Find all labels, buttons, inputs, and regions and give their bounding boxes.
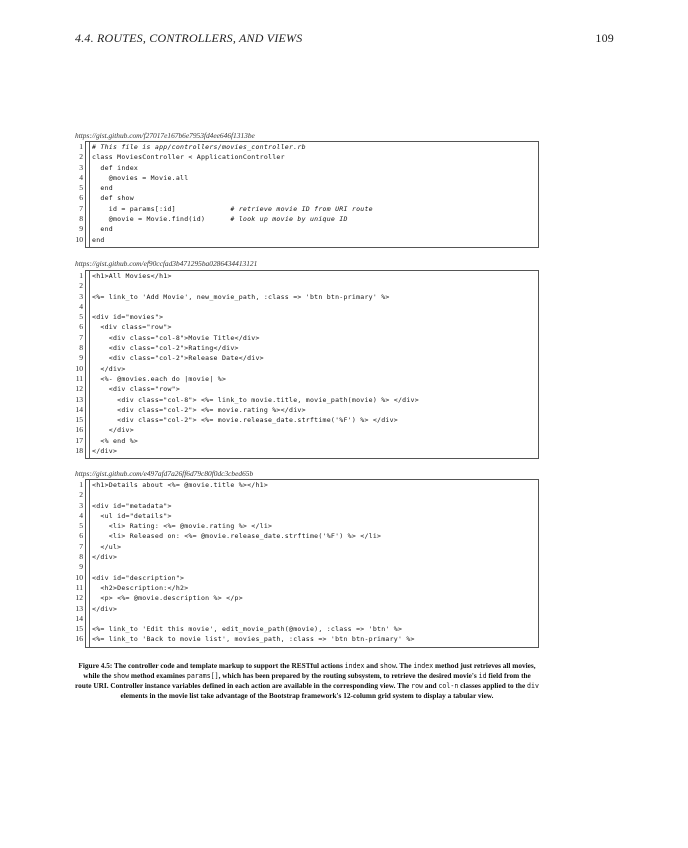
caption-text: Figure 4.5: The controller code and template markup to support the RESTful actions <box>78 661 345 670</box>
line-number: 13 <box>75 394 83 404</box>
line-numbers <box>75 271 83 456</box>
caption-text: , which has been prepared by the routing subsystem, to retrieve the desired movie's <box>218 671 479 681</box>
code-line: <ul id="details"> <box>92 511 172 520</box>
code-line: </ul> <box>92 542 122 551</box>
code-line: <div class="row"> <box>92 385 181 394</box>
line-number: 1 <box>79 142 83 151</box>
code-listing-index-view <box>75 270 539 459</box>
code-lines <box>92 142 537 245</box>
code-line: id = params[:id] # retrieve movie ID from URI route <box>92 204 373 213</box>
line-number: 1 <box>79 480 83 489</box>
caption-code: show <box>113 672 130 681</box>
line-number: 5 <box>79 183 83 193</box>
caption-code: index <box>344 662 365 670</box>
code-line: # This file is app/controllers/movies_controller.rb <box>92 143 306 151</box>
line-number: 8 <box>79 214 83 224</box>
page-number: 109 <box>595 31 614 45</box>
code-line: </div> <box>92 553 118 562</box>
caption-text: . The <box>395 661 414 670</box>
gist-url-index-view[interactable]: https://gist.github.com/ef90ccfad3b471295ba0286434413121 <box>75 259 258 268</box>
line-number: 2 <box>79 281 83 291</box>
line-number: 3 <box>79 291 83 301</box>
code-line <box>92 562 537 572</box>
line-number: 11 <box>75 582 83 592</box>
code-line: <div class="row"> <box>92 323 172 332</box>
code-line: <div class="col-2">Rating</div> <box>92 344 239 353</box>
caption-code: index <box>413 662 434 670</box>
section-title: 4.4. ROUTES, CONTROLLERS, AND VIEWS <box>75 31 303 45</box>
line-number: 10 <box>75 363 83 373</box>
line-number: 14 <box>75 613 83 623</box>
line-number: 15 <box>75 624 83 634</box>
line-number: 3 <box>79 500 83 510</box>
line-number: 7 <box>79 541 83 551</box>
line-number: 12 <box>75 593 83 603</box>
code-line: <% end %> <box>92 436 139 445</box>
caption-code: show <box>379 662 396 670</box>
code-line: @movie = Movie.find(id) # look up movie by unique ID <box>92 215 348 224</box>
code-line: <div class="col-8"> <%= link_to movie.title, movie_path(movie) %> </div> <box>92 395 419 404</box>
caption-code: params[] <box>186 672 219 681</box>
caption-code: col-n <box>438 682 459 691</box>
code-line: <div id="metadata"> <box>92 501 172 510</box>
code-line: <div id="movies"> <box>92 313 164 322</box>
line-number: 6 <box>79 322 83 332</box>
code-line: <h1>Details about <%= @movie.title %></h1> <box>92 481 269 489</box>
code-line: <h1>All Movies</h1> <box>92 272 172 280</box>
code-line: <div class="col-8">Movie Title</div> <box>92 333 260 342</box>
caption-text: field from the route URI. Controller instance variables defined in each action are available in the corresponding view. The <box>75 671 531 691</box>
code-line: </div> <box>92 426 134 435</box>
caption-text: and <box>364 661 380 670</box>
caption-text: method just retrieves all movies, while the <box>83 661 536 681</box>
code-line: <%= link_to 'Back to movie list', movies_path, :class => 'btn btn-primary' %> <box>92 635 415 644</box>
code-line: def index <box>92 163 139 172</box>
line-number: 17 <box>75 435 83 445</box>
line-number: 11 <box>75 373 83 383</box>
line-number: 5 <box>79 312 83 322</box>
code-line: <h2>Description:</h2> <box>92 583 189 592</box>
line-number: 14 <box>75 404 83 414</box>
line-number: 18 <box>75 446 83 456</box>
code-line <box>92 302 537 312</box>
line-number: 7 <box>79 332 83 342</box>
line-number: 4 <box>79 510 83 520</box>
code-line: end <box>92 225 113 234</box>
line-number: 13 <box>75 603 83 613</box>
caption-code: id <box>478 672 487 681</box>
line-number: 6 <box>79 193 83 203</box>
line-number: 10 <box>75 234 83 244</box>
figure-caption <box>75 661 539 701</box>
caption-text: classes applied to the <box>458 681 528 691</box>
code-lines <box>92 480 537 645</box>
code-line <box>92 281 537 291</box>
line-number: 10 <box>75 572 83 582</box>
code-line: <p> <%= @movie.description %> </p> <box>92 594 243 603</box>
code-line: @movies = Movie.all <box>92 173 189 182</box>
line-number: 12 <box>75 384 83 394</box>
line-number: 15 <box>75 415 83 425</box>
line-number: 9 <box>79 353 83 363</box>
line-number: 4 <box>79 172 83 182</box>
code-line: <div class="col-2"> <%= movie.release_date.strftime('%F') %> </div> <box>92 416 398 425</box>
code-line: </div> <box>92 604 118 613</box>
code-line <box>92 490 537 500</box>
code-line: <%= link_to 'Add Movie', new_movie_path, :class => 'btn btn-primary' %> <box>92 292 390 301</box>
code-listing-show-view <box>75 479 539 648</box>
line-number: 1 <box>79 271 83 280</box>
line-number: 8 <box>79 552 83 562</box>
line-number: 9 <box>79 224 83 234</box>
line-number: 9 <box>79 562 83 572</box>
caption-text: method examines <box>129 671 187 681</box>
caption-text: elements in the movie list take advantage of the Bootstrap framework's 12-column grid system to display a tabular view. <box>120 691 494 701</box>
code-line: <div class="col-2"> <%= movie.rating %></div> <box>92 405 306 414</box>
code-line: <%= link_to 'Edit this movie', edit_movie_path(@movie), :class => 'btn' %> <box>92 625 403 634</box>
line-numbers <box>75 480 83 645</box>
code-lines <box>92 271 537 456</box>
caption-code: div <box>527 682 539 691</box>
line-number: 6 <box>79 531 83 541</box>
caption-code: row <box>411 682 424 691</box>
gist-url-show-view[interactable]: https://gist.github.com/e497afd7a26ff6d79c80f0dc3cbed65b <box>75 469 254 478</box>
caption-text: and <box>423 681 439 691</box>
code-line: </div> <box>92 364 126 373</box>
code-line: class MoviesController < ApplicationController <box>92 153 285 162</box>
code-line: <div id="description"> <box>92 573 185 582</box>
line-number: 3 <box>79 162 83 172</box>
line-number: 8 <box>79 343 83 353</box>
code-line: end <box>92 184 113 193</box>
code-line: <div class="col-2">Release Date</div> <box>92 354 264 363</box>
code-line: <%- @movies.each do |movie| %> <box>92 374 227 383</box>
code-line <box>92 614 537 624</box>
line-number: 5 <box>79 521 83 531</box>
line-number: 16 <box>75 634 83 644</box>
code-line: <li> Released on: <%= @movie.release_date.strftime('%F') %> </li> <box>92 532 382 541</box>
line-number: 4 <box>79 301 83 311</box>
code-line: <li> Rating: <%= @movie.rating %> </li> <box>92 522 273 531</box>
code-listing-controller <box>75 141 539 248</box>
code-line: end <box>92 235 105 244</box>
line-number: 16 <box>75 425 83 435</box>
line-number: 2 <box>79 490 83 500</box>
line-number: 2 <box>79 152 83 162</box>
code-line: def show <box>92 194 134 203</box>
code-line: </div> <box>92 447 118 456</box>
gist-url-controller[interactable]: https://gist.github.com/f27017e167b6e7953fd4ee646f1313be <box>75 131 255 140</box>
line-number: 7 <box>79 203 83 213</box>
line-numbers <box>75 142 83 245</box>
